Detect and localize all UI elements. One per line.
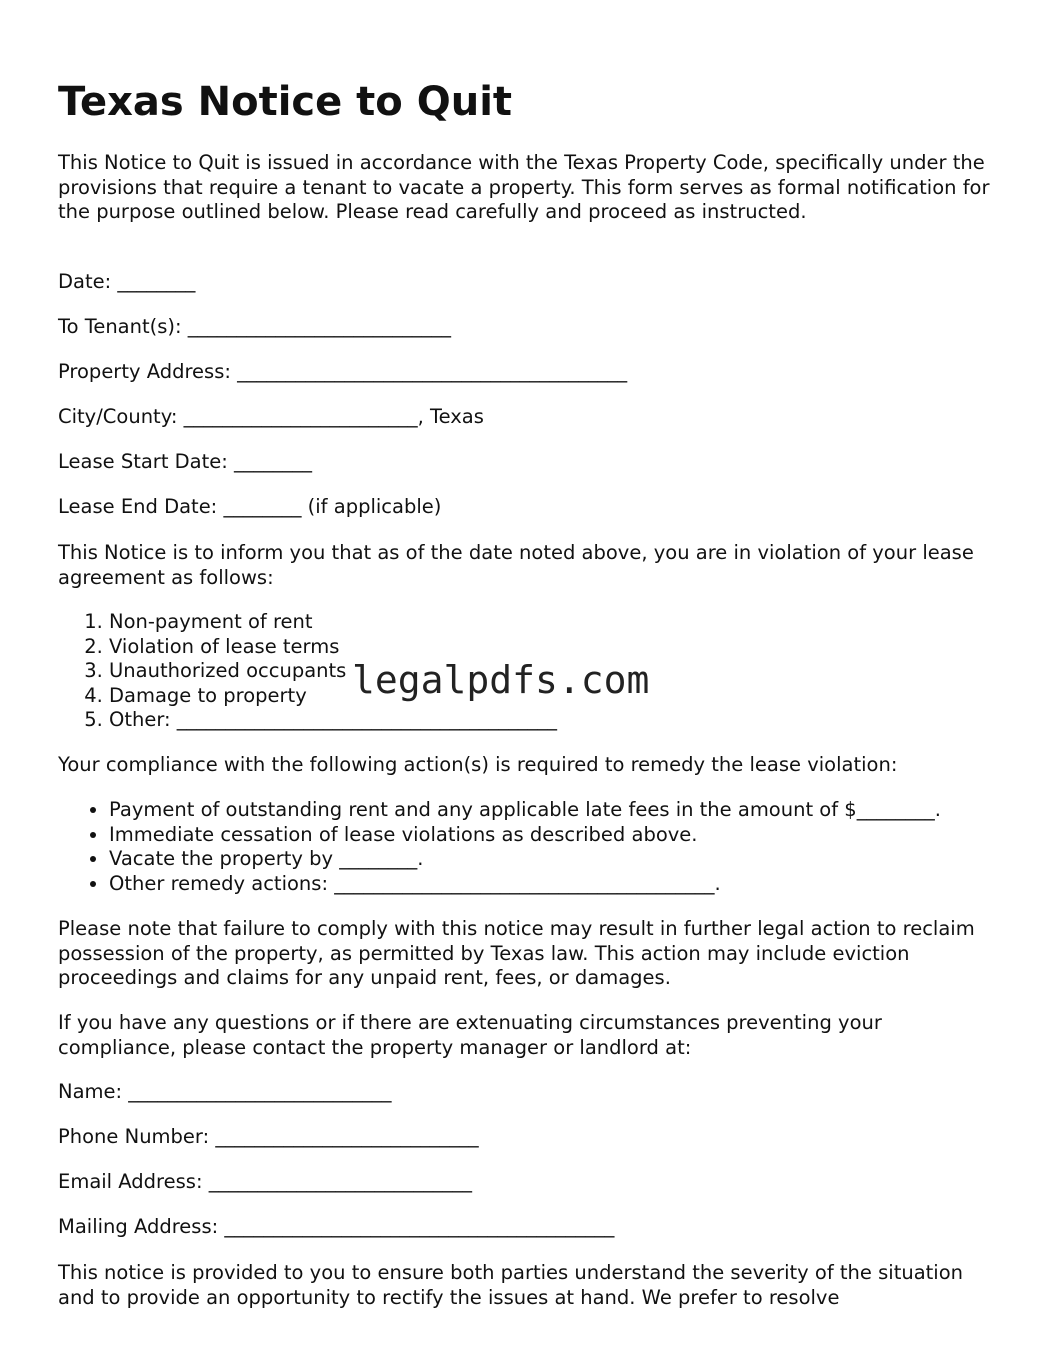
contact-mailing-address-field: Mailing Address: ________________________________________ [58,1215,615,1238]
closing-paragraph: This notice is provided to you to ensure both parties understand the severity of the situation and to provide an opportunity to rectify the issues at hand. We prefer to resolve [58,1261,963,1309]
list-item: • Other remedy actions: _______________________________________. [109,872,1009,897]
list-item: 5. Other: _______________________________________ [109,708,1009,733]
lease-end-date-field: Lease End Date: ________ (if applicable) [58,495,442,518]
contact-email-field: Email Address: ___________________________ [58,1170,472,1193]
city-county-field: City/County: ________________________, Texas [58,405,484,428]
property-address-field: Property Address: ________________________________________ [58,360,628,383]
failure-notice-paragraph: Please note that failure to comply with this notice may result in further legal action to reclaim possession of the property, as permitted by Texas law. This action may include eviction proceedings and claims for any unpaid rent, fees, or damages. [58,917,975,989]
list-item: 3. Unauthorized occupants [109,659,1009,684]
intro-paragraph: This Notice to Quit is issued in accordance with the Texas Property Code, specifically under the provisions that require a tenant to vacate a property. This form serves as formal notification for the purpose outlined below. Please read carefully and proceed as instructed. [58,151,990,223]
list-item: • Vacate the property by ________. [109,847,1009,872]
tenants-field: To Tenant(s): ___________________________ [58,315,452,338]
list-item: 2. Violation of lease terms [109,635,1009,660]
document-title: Texas Notice to Quit [58,79,513,125]
lease-start-date-field: Lease Start Date: ________ [58,450,313,473]
violation-intro-paragraph: This Notice is to inform you that as of the date noted above, you are in violation of your lease agreement as follows: [58,541,974,589]
list-item: 1. Non-payment of rent [109,610,1009,635]
list-item: • Immediate cessation of lease violations as described above. [109,823,1009,848]
list-item: • Payment of outstanding rent and any applicable late fees in the amount of $________. [109,798,1009,823]
contact-phone-field: Phone Number: ___________________________ [58,1125,479,1148]
remedy-intro-paragraph: Your compliance with the following action(s) is required to remedy the lease violation: [58,753,898,776]
list-item: 4. Damage to property [109,684,1009,709]
contact-intro-paragraph: If you have any questions or if there are extenuating circumstances preventing your compliance, please contact the property manager or landlord at: [58,1011,882,1059]
watermark: legalpdfs.com [352,658,650,702]
date-field: Date: ________ [58,270,196,293]
remedies-list [58,798,1009,896]
contact-name-field: Name: ___________________________ [58,1080,392,1103]
